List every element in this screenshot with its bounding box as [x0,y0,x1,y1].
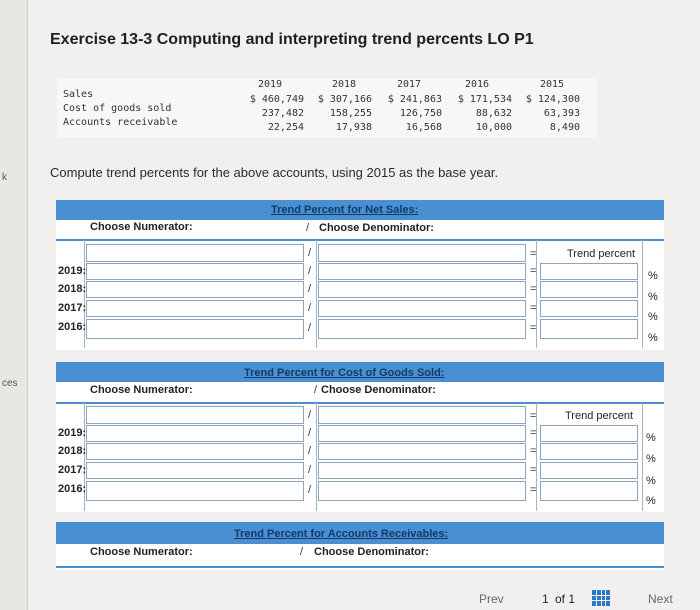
trend-percent-input[interactable] [540,462,638,479]
value-cell: $ 124,300 [525,94,580,105]
equals-sign: = [530,283,537,295]
trend-percent-label: Trend percent [565,410,634,422]
numerator-label: Choose Numerator: [90,546,193,558]
numerator-input[interactable] [86,319,304,339]
numerator-label: Choose Numerator: [90,221,193,233]
divide-sign: / [308,427,312,439]
percent-sign: % [648,291,658,303]
denominator-input[interactable] [318,319,526,339]
percent-sign: % [648,311,658,323]
sidebar-fragment: ces [2,378,18,389]
value-cell: 8,490 [549,122,580,133]
trend-table-net-sales [56,200,664,350]
percent-sign: % [646,495,656,507]
year-header: 2015 [540,79,565,90]
denominator-input[interactable] [318,425,526,442]
numerator-input[interactable] [86,425,304,442]
trend-table-accounts-receivables [56,522,664,570]
value-cell: $ 460,749 [249,94,304,105]
divide-sign: / [308,322,312,334]
divide-sign: / [308,464,312,476]
value-cell: 237,482 [261,108,304,119]
numerator-input[interactable] [86,462,304,479]
year-label: 2018: [58,283,87,295]
financial-column-2018 [306,93,372,135]
page-title: Exercise 13-3 Computing and interpreting trend percents LO P1 [50,31,534,48]
denominator-input[interactable] [318,244,526,262]
equals-sign: = [530,427,537,439]
denominator-input[interactable] [318,263,526,280]
row-label-ar: Accounts receivable [63,117,178,128]
divide-sign: / [308,409,312,421]
equals-sign: = [530,445,537,457]
equals-sign: = [530,464,537,476]
next-button[interactable]: Next [648,592,673,606]
denominator-label: Choose Denominator: [314,546,429,558]
divide-sign: / [308,445,312,457]
numerator-input[interactable] [86,263,304,280]
value-cell: 158,255 [329,108,372,119]
denominator-label: Choose Denominator: [319,222,434,234]
percent-sign: % [646,453,656,465]
year-header: 2018 [332,79,357,90]
numerator-label: Choose Numerator: [90,384,193,396]
value-cell: $ 307,166 [317,94,372,105]
table-caption: Trend Percent for Cost of Goods Sold: [244,367,445,379]
table-caption: Trend Percent for Accounts Receivables: [234,528,449,540]
sidebar-fragment: k [2,172,7,183]
row-label-cogs: Cost of goods sold [63,103,172,114]
denominator-input[interactable] [318,300,526,317]
value-cell: 16,568 [405,122,442,133]
equals-sign: = [530,265,537,277]
trend-table-cost-of-goods-sold [56,362,664,512]
trend-percent-input[interactable] [540,281,638,298]
equals-sign: = [530,484,537,496]
row-label-sales: Sales [63,89,94,100]
year-label: 2018: [58,445,87,457]
financial-column-2017 [374,93,442,135]
financial-column-2016 [444,93,512,135]
year-header: 2019 [258,79,283,90]
left-sidebar [0,0,28,610]
denominator-label: Choose Denominator: [321,384,436,396]
prev-button[interactable]: Prev [479,592,504,606]
numerator-input[interactable] [86,300,304,317]
year-label: 2017: [58,464,87,476]
divide-sign: / [308,484,312,496]
numerator-input[interactable] [86,481,304,501]
denominator-input[interactable] [318,443,526,460]
value-cell: $ 241,863 [387,94,442,105]
trend-percent-input[interactable] [540,425,638,442]
value-cell: $ 171,534 [457,94,512,105]
numerator-input[interactable] [86,281,304,298]
financial-column-2015 [514,93,580,135]
page-total: of 1 [555,592,576,606]
page-number: 1 [542,592,549,606]
trend-percent-input[interactable] [540,481,638,501]
trend-percent-input[interactable] [540,443,638,460]
denominator-input[interactable] [318,281,526,298]
financial-column-2019 [230,93,304,135]
year-header: 2017 [397,79,422,90]
numerator-input[interactable] [86,406,304,424]
year-label: 2017: [58,302,87,314]
divide-sign: / [308,302,312,314]
instruction-text: Compute trend percents for the above accounts, using 2015 as the base year. [50,165,499,180]
year-label: 2016: [58,321,87,333]
value-cell: 126,750 [399,108,442,119]
divide-sign: / [308,247,312,259]
page-grid-icon[interactable] [592,590,610,606]
value-cell: 63,393 [543,108,580,119]
table-caption: Trend Percent for Net Sales: [271,204,419,216]
denominator-input[interactable] [318,406,526,424]
equals-sign: = [530,410,537,422]
percent-sign: % [646,475,656,487]
equals-sign: = [530,248,537,260]
divide-sign: / [314,384,318,396]
year-label: 2016: [58,483,87,495]
value-cell: 17,938 [335,122,372,133]
divide-sign: / [308,283,312,295]
divide-sign: / [300,546,304,558]
year-label: 2019: [58,265,87,277]
financial-row-labels [63,88,177,130]
year-label: 2019: [58,427,87,439]
trend-percent-label: Trend percent [567,248,636,260]
percent-sign: % [648,332,658,344]
percent-sign: % [646,432,656,444]
numerator-input[interactable] [86,443,304,460]
divide-sign: / [308,265,312,277]
year-header: 2016 [465,79,490,90]
trend-percent-input[interactable] [540,319,638,339]
value-cell: 22,254 [267,122,304,133]
trend-percent-input[interactable] [540,263,638,280]
equals-sign: = [530,302,537,314]
value-cell: 88,632 [475,108,512,119]
equals-sign: = [530,322,537,334]
trend-percent-input[interactable] [540,300,638,317]
divide-sign: / [306,222,310,234]
numerator-input[interactable] [86,244,304,262]
percent-sign: % [648,270,658,282]
denominator-input[interactable] [318,481,526,501]
denominator-input[interactable] [318,462,526,479]
value-cell: 10,000 [475,122,512,133]
